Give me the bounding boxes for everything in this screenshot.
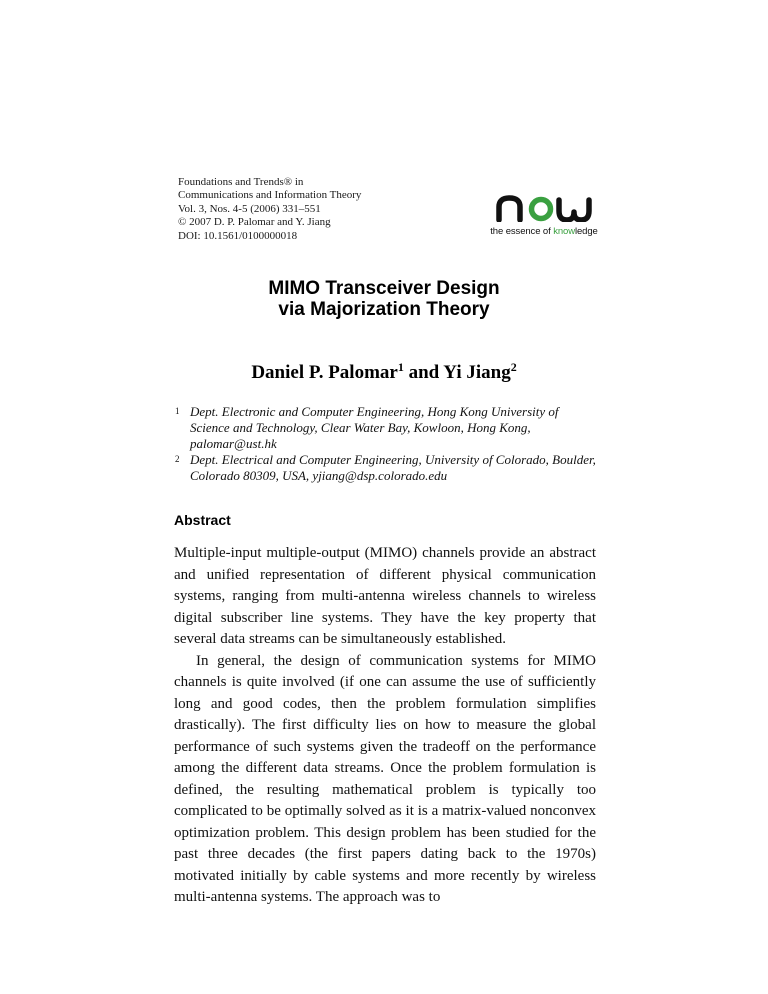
author-1-superscript: 1 bbox=[397, 360, 404, 374]
abstract-body bbox=[174, 543, 596, 909]
abstract-heading: Abstract bbox=[174, 512, 231, 528]
affiliation-1-number: 1 bbox=[175, 406, 180, 416]
affiliation-2-number: 2 bbox=[175, 454, 180, 464]
title-line-2: via Majorization Theory bbox=[278, 299, 490, 320]
abstract-paragraph-2: In general, the design of communication systems for MIMO channels is quite involved (if one can assume the use of sufficiently long and good codes, then the problem formulation simplifies drastically). The first difficulty lies on how to measure the global performance of such systems given the tradeoff on the performance among the different data streams. Once the problem formulation is defined, the resulting mathematical problem is typically too complicated to be optimally solved as it is a matrix-valued nonconvex optimization problem. This design problem has been studied for the past three decades (the first papers dating back to the 1970s) motivated initially by cable systems and more recently by wireless multi-antenna systems. The approach was to bbox=[174, 652, 596, 905]
journal-topic-line: Communications and Information Theory bbox=[178, 189, 362, 202]
author-connector: and bbox=[403, 362, 444, 383]
author-1-name: Daniel P. Palomar bbox=[251, 362, 398, 383]
journal-series-line: Foundations and Trends® in bbox=[178, 176, 304, 188]
logo-tagline: the essence of knowledge bbox=[490, 226, 598, 237]
affiliation-1-text: Dept. Electronic and Computer Engineering, Hong Kong University of Science and Technology, Clear Water Bay, Kowloon, Hong Kong, palomar@ust.hk bbox=[190, 404, 559, 451]
journal-info bbox=[178, 176, 361, 243]
now-logo-word bbox=[496, 192, 592, 222]
affiliation-1 bbox=[175, 404, 600, 452]
affiliation-2 bbox=[175, 452, 600, 484]
title-line-1: MIMO Transceiver Design bbox=[268, 278, 500, 299]
journal-doi-line: DOI: 10.1561/0100000018 bbox=[178, 229, 298, 242]
journal-volume-line: Vol. 3, Nos. 4-5 (2006) 331–551 bbox=[178, 202, 321, 215]
paper-title bbox=[0, 278, 768, 320]
author-2-superscript: 2 bbox=[510, 360, 517, 374]
author-2-name: Yi Jiang bbox=[443, 362, 511, 383]
abstract-paragraph-1: Multiple-input multiple-output (MIMO) channels provide an abstract and unified representation of different physical communication systems, ranging from multi-antenna wireless channels to wireless digital subscriber line systems. They have the key property that several data streams can be simultaneously established. bbox=[174, 545, 596, 647]
affiliation-2-text: Dept. Electrical and Computer Engineering, University of Colorado, Boulder, Colorado 80309, USA, yjiang@dsp.colorado.edu bbox=[190, 452, 596, 483]
journal-copyright-line: © 2007 D. P. Palomar and Y. Jiang bbox=[178, 216, 331, 229]
now-publisher-logo bbox=[488, 192, 600, 240]
author-list bbox=[0, 362, 768, 384]
